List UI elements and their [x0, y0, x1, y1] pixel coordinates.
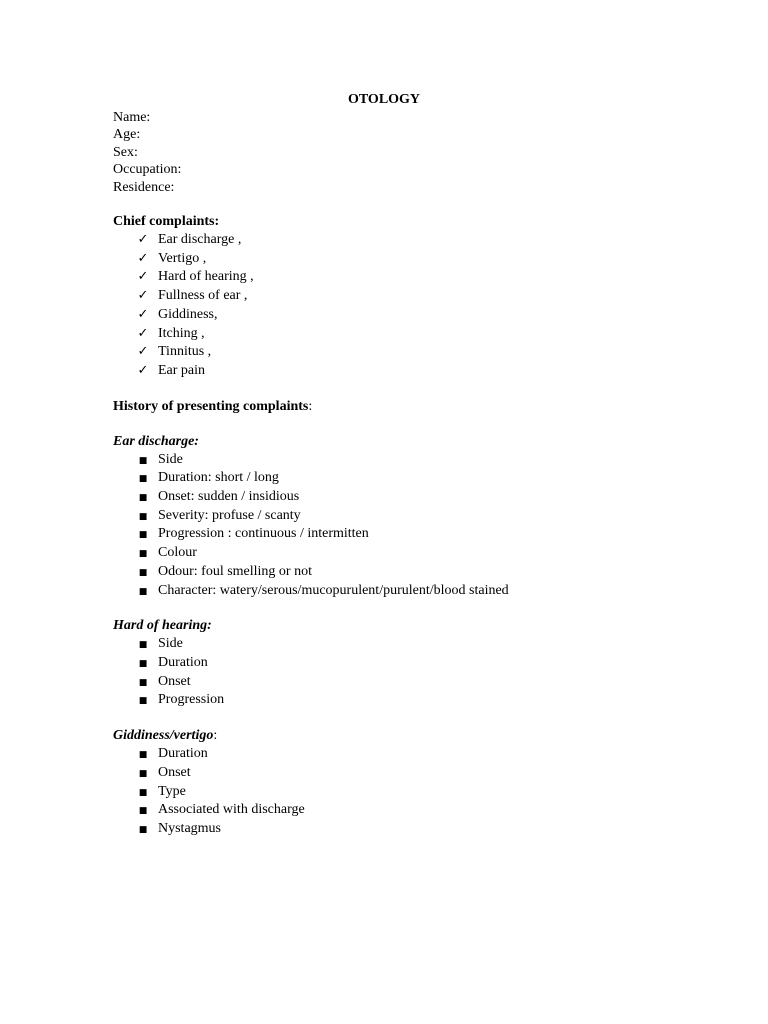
field-name: Name:: [113, 110, 151, 125]
checkmark-icon: ✓: [137, 288, 149, 304]
list-item: ✓ Ear discharge ,: [113, 231, 673, 250]
list-item: ✓ Ear pain: [113, 362, 673, 381]
checkmark-icon: ✓: [137, 306, 149, 322]
list-item: ■ Onset: [113, 764, 673, 783]
list-item: ✓ Giddiness,: [113, 306, 673, 325]
giddiness-list: [113, 745, 673, 839]
field-age: Age:: [113, 127, 141, 143]
square-bullet-icon: ■: [138, 806, 148, 817]
checkmark-icon: ✓: [137, 344, 149, 360]
list-item: ✓ Hard of hearing ,: [113, 268, 673, 287]
list-item: ■ Duration: short / long: [113, 469, 673, 488]
checkmark-icon: ✓: [137, 250, 149, 266]
list-item: ■ Onset: [113, 673, 673, 692]
history-heading: History of presenting complaints:: [113, 398, 313, 414]
field-residence: Residence:: [113, 179, 175, 195]
ear-discharge-heading: Ear discharge:: [113, 433, 199, 449]
hard-of-hearing-heading: Hard of hearing:: [113, 618, 212, 634]
square-bullet-icon: ■: [138, 586, 148, 597]
field-occupation: Occupation:: [113, 162, 182, 178]
list-item: ■ Side: [113, 635, 673, 654]
square-bullet-icon: ■: [138, 696, 148, 707]
checkmark-icon: ✓: [137, 269, 149, 285]
square-bullet-icon: ■: [138, 530, 148, 541]
page-title: OTOLOGY: [347, 92, 421, 107]
square-bullet-icon: ■: [138, 640, 148, 651]
square-bullet-icon: ■: [138, 824, 148, 835]
list-item: ■ Duration: [113, 745, 673, 764]
list-item: ■ Associated with discharge: [113, 801, 673, 820]
ear-discharge-list: [113, 451, 673, 601]
square-bullet-icon: ■: [138, 750, 148, 761]
square-bullet-icon: ■: [138, 511, 148, 522]
checkmark-icon: ✓: [137, 362, 149, 378]
patient-fields: [113, 109, 673, 196]
list-item: ■ Side: [113, 451, 673, 470]
checkmark-icon: ✓: [137, 232, 149, 248]
giddiness-heading: Giddiness/vertigo:: [113, 728, 218, 744]
square-bullet-icon: ■: [138, 677, 148, 688]
checkmark-icon: ✓: [137, 325, 149, 341]
list-item: ✓ Fullness of ear ,: [113, 287, 673, 306]
list-item: ■ Nystagmus: [113, 820, 673, 839]
list-item: ■ Onset: sudden / insidious: [113, 488, 673, 507]
square-bullet-icon: ■: [138, 474, 148, 485]
square-bullet-icon: ■: [138, 787, 148, 798]
list-item: ✓ Vertigo ,: [113, 250, 673, 269]
square-bullet-icon: ■: [138, 768, 148, 779]
chief-complaints-heading: Chief complaints:: [113, 214, 220, 230]
square-bullet-icon: ■: [138, 549, 148, 560]
list-item: ■ Character: watery/serous/mucopurulent/purulent/blood stained: [113, 582, 673, 601]
list-item: ■ Type: [113, 783, 673, 802]
list-item: ■ Progression : continuous / intermitten: [113, 525, 673, 544]
document-content: [113, 90, 673, 839]
hard-of-hearing-list: [113, 635, 673, 710]
list-item: ■ Progression: [113, 691, 673, 710]
square-bullet-icon: ■: [138, 455, 148, 466]
field-sex: Sex:: [113, 144, 138, 160]
list-item: ■ Colour: [113, 544, 673, 563]
list-item: ✓ Itching ,: [113, 325, 673, 344]
list-item: ✓ Tinnitus ,: [113, 343, 673, 362]
square-bullet-icon: ■: [138, 658, 148, 669]
list-item: ■ Severity: profuse / scanty: [113, 507, 673, 526]
square-bullet-icon: ■: [138, 493, 148, 504]
list-item: ■ Odour: foul smelling or not: [113, 563, 673, 582]
square-bullet-icon: ■: [138, 567, 148, 578]
chief-complaints-list: [113, 231, 673, 381]
list-item: ■ Duration: [113, 654, 673, 673]
